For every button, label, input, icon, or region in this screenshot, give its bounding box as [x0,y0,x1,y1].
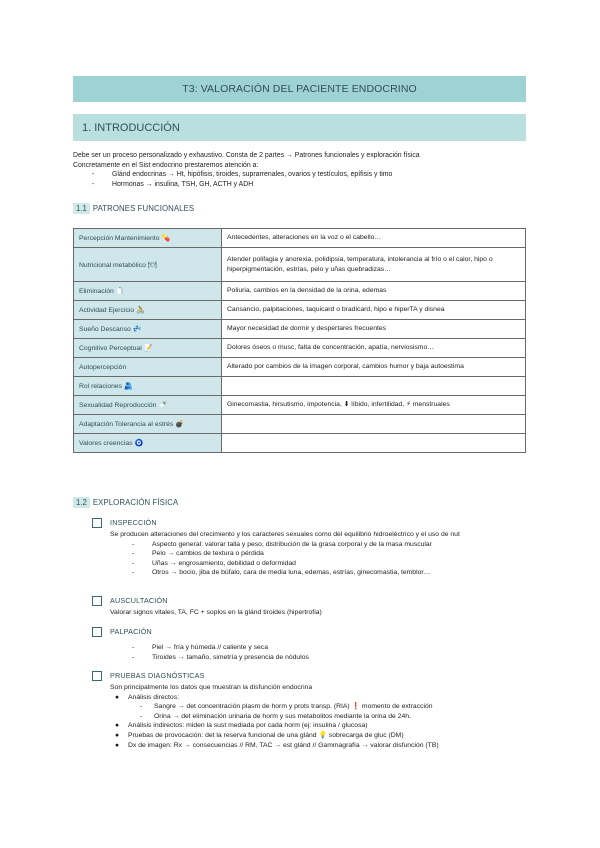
auscultacion-heading: AUSCULTACIÓN [92,596,322,606]
inspeccion-intro: Se producen alteraciones del crecimiento y los caracteres sexuales como del equilibrio hidroeléctrico y el uso de nut [110,531,460,538]
document-title [73,76,526,102]
table-row [74,339,526,358]
palpacion-heading: PALPACIÓN [92,627,309,637]
list-item: ● Dx de imagen: Rx → consecuencias // RM, TAC → est glánd // Gammagrafía → valorar disfunción (TB) [115,741,439,749]
pattern-icon: 🍼 [158,402,168,409]
pattern-icon: 🚴 [136,307,145,314]
table-cell-description: Mayor necesidad de dormir y despertares frecuentes [222,320,526,339]
list-item: - Orina → det eliminación urinaria de horm y sus metabolitos mediante la orina de 24h. [140,712,411,720]
pattern-icon: 💣 [175,421,185,428]
checkbox-icon[interactable] [92,596,102,606]
table-cell-description: Antecedentes, alteraciones en la voz o el cabello… [222,229,526,248]
table-cell-description: Poliuria, cambios en la densidad de la orina, edemas [222,282,526,301]
table-cell-description: Alterado por cambios de la imagen corporal, cambios humor y baja autoestima [222,358,526,377]
pattern-icon: 🫂 [124,383,133,390]
section-heading-text: 1. INTRODUCCIÓN [82,121,180,134]
table-row [74,301,526,320]
pattern-icon: 🧻 [115,288,125,295]
table-cell-description: Dolores óseos o musc, falta de concentración, apatía, nerviosismo… [222,339,526,358]
table-cell-description [222,415,526,434]
table-row [74,229,526,248]
pruebas-block [92,671,439,750]
table-cell-pattern: Sueño Descanso 💤 [74,320,222,339]
intro-block [73,151,533,189]
list-item: - Pelo → cambios de textura o pérdida [132,550,264,558]
list-item: ● Pruebas de provocación: det la reserva funcional de una glánd 💡 sobrecarga de gluc (DM) [115,731,404,739]
checkbox-icon[interactable] [92,671,102,681]
table-row [74,248,526,282]
table-row [74,282,526,301]
pattern-icon: 📝 [143,345,153,352]
list-item: ● Análisis directos: [115,693,179,701]
list-item: - Otros → bocio, jiba de búfalo, cara de media luna, edemas, estrías, ginecomastia, temblor… [132,569,431,577]
list-item: - Piel → fría y húmeda // caliente y seca [132,644,268,651]
intro-line: Debe ser un proceso personalizado y exhaustivo. Consta de 2 partes → Patrones funcionales y exploración física [73,152,420,159]
table-row [74,434,526,453]
table-cell-description: Atender polifagia y anorexia, polidipsia, temperatura, intolerancia al frío o el calor, hipo o hiperpigmentación, estrías, pelo y uñas quebradizas… [222,248,526,282]
document-title-text: T3: VALORACIÓN DEL PACIENTE ENDOCRINO [182,83,417,95]
table-cell-pattern: Actividad Ejercicio 🚴 [74,301,222,320]
table-row [74,358,526,377]
list-item: - Tiroides → tamaño, simetría y presencia de nódulos [132,653,309,661]
subsection-number: 1.2 [73,497,90,508]
table-cell-description [222,377,526,396]
subsection-number: 1.1 [73,203,90,214]
list-item: - Glánd endocrinas → Ht, hipófisis, tiroides, suprarrenales, ovarios y testículos, epífisis y timo [92,171,393,179]
intro-line: Concretamente en el Sist endocrino prestaremos atención a: [73,161,259,169]
table-cell-pattern: Percepción Mantenimiento 💊 [74,229,222,248]
checkbox-icon[interactable] [92,518,102,528]
section-heading-introduccion [73,114,526,141]
table-cell-pattern: Valores creencias 🧿 [74,434,222,453]
pruebas-intro: Son principalmente los datos que muestran la disfunción endocrina [110,684,313,691]
auscultacion-block [92,596,322,618]
table-cell-pattern: Nutricional metabólico 🍽 [74,248,222,282]
palpacion-block [92,627,309,662]
table-row [74,377,526,396]
list-item: ● Análisis indirectos: miden la sust mediada por cada horm (ej: insulina / glucosa) [115,722,368,730]
auscultacion-text: Valorar signos vitales, TA, FC + soplos en la glánd tiroides (hipertrofia) [110,609,322,616]
table-row [74,415,526,434]
inspeccion-heading: INSPECCIÓN [92,518,460,528]
table-cell-pattern: Rol relaciones 🫂 [74,377,222,396]
subsection-title: EXPLORACIÓN FÍSICA [92,497,179,507]
pattern-icon: 💊 [161,235,171,242]
table-cell-pattern: Adaptación Tolerancia al estrés 💣 [74,415,222,434]
subsection-heading-exploracion [73,495,178,509]
list-item: - Hormonas → insulina, TSH, GH, ACTH y ADH [92,180,254,188]
patrones-table [73,228,526,453]
pattern-icon: 🧿 [134,440,144,447]
pattern-icon: 🍽 [147,261,157,269]
subsection-heading-patrones [73,201,194,215]
table-cell-description [222,434,526,453]
list-item: - Uñas → engrosamiento, debilidad o deformidad [132,559,296,567]
list-item: - Aspecto general: valorar talla y peso, distribución de la grasa corporal y de la masa muscular [132,540,432,548]
table-cell-pattern: Sexualidad Reproducción 🍼 [74,396,222,415]
pattern-icon: 💤 [132,326,142,333]
inspeccion-block [92,518,460,578]
table-row [74,320,526,339]
list-item: - Sangre → det concentración plasm de horm y prots transp. (RIA) ❗ momento de extracción [140,703,433,711]
table-row [74,396,526,415]
table-cell-pattern: Cognitivo Perceptual 📝 [74,339,222,358]
table-cell-pattern: Autopercepción [74,358,222,377]
pruebas-heading: PRUEBAS DIAGNÓSTICAS [92,671,439,681]
table-cell-description: Cansancio, palpitaciones, taquicard o bradicard, hipo e hiperTA y disnea [222,301,526,320]
table-cell-description: Ginecomastia, hirsutismo, impotencia, ⬇ líbido, infertilidad, ⚡ menstruales [222,396,526,415]
subsection-title: PATRONES FUNCIONALES [92,203,195,213]
table-cell-pattern: Eliminación 🧻 [74,282,222,301]
checkbox-icon[interactable] [92,627,102,637]
